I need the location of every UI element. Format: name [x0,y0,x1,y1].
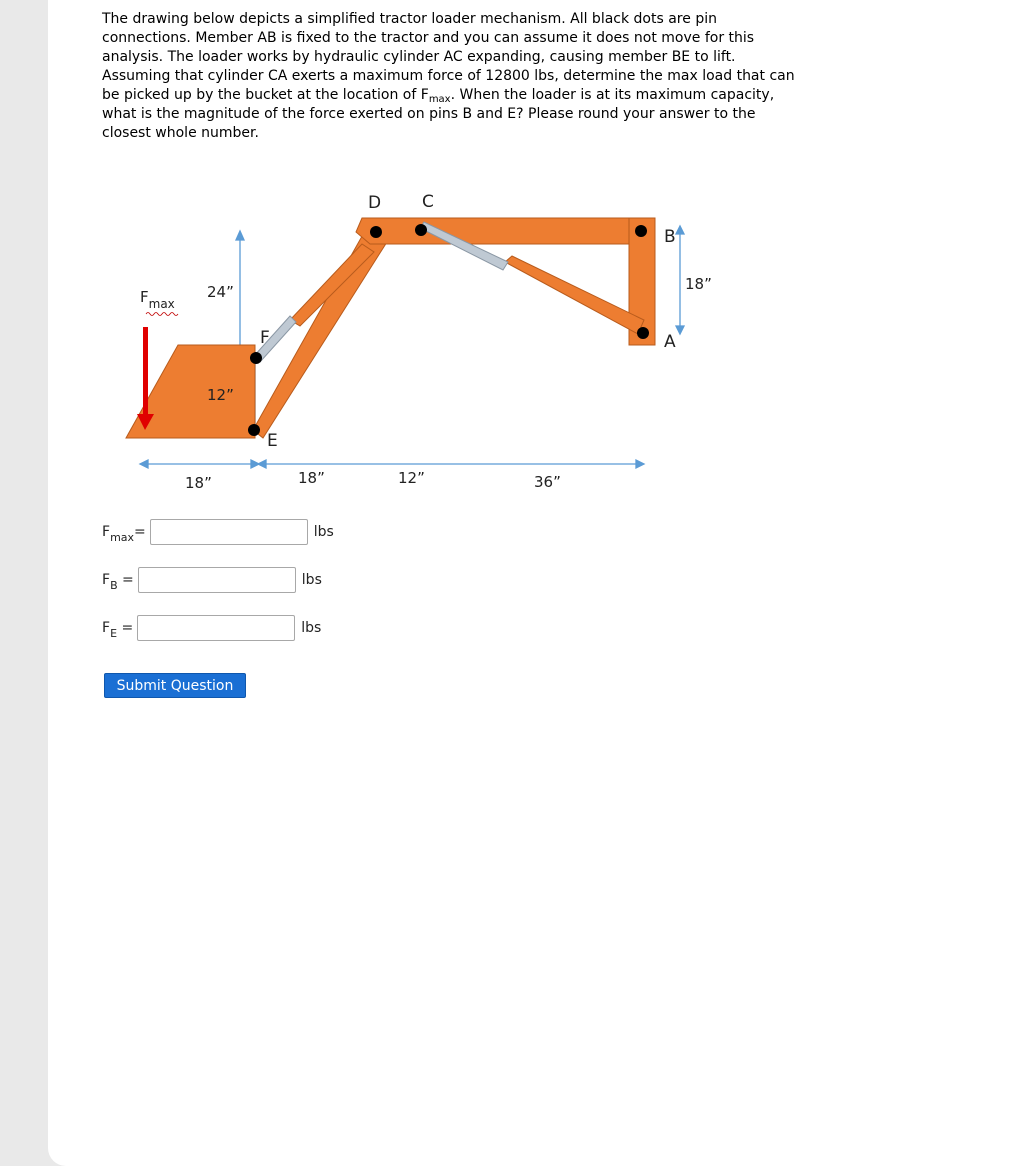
fmax-input[interactable] [150,519,308,545]
spellcheck-squiggle [146,313,178,316]
dim-h1: 18” [185,474,212,492]
fe-answer-label: $F_E$ = [102,620,134,640]
problem-text-part1: The drawing below depicts a simplified tractor loader mechanism. All black dots are pin connections. Member AB is fixed to the tractor and you can assume it does not move for this analysis. The loader works by hydraulic cylinder AC expanding, causing member BE to lift. Assuming that cylinder CA exerts a maximum force of 12800 lbs, determine the max load that can be picked up by the bucket at the location of F [102,11,795,103]
pin-label-d: D [368,193,382,213]
top-member [356,218,654,244]
dim-bucket-height: 24” [207,283,234,301]
dim-h4: 36” [534,473,561,491]
answer-row-fb [102,565,322,595]
fmax-unit: lbs [313,524,334,540]
answer-row-fe [102,613,321,643]
dim-ab-height: 18” [685,275,712,293]
pin-b [635,225,647,237]
fb-input[interactable] [138,567,296,593]
fmax-label-sub: max [148,297,175,311]
fb-answer-label: $F_B$ = [102,572,134,592]
fe-input[interactable] [137,615,295,641]
pin-label-b: B [664,227,676,247]
fmax-arrow [137,327,154,430]
pin-e [248,424,260,436]
pin-label-e: E [267,431,278,451]
dim-h3: 12” [398,469,425,487]
problem-text-part2: . When the loader is at its maximum capacity, what is the magnitude of the force exerted on pins B and E? Please round your answer to the closest whole number. [102,87,775,141]
pin-label-a: A [664,332,676,352]
fmax-label [140,288,175,311]
problem-text-sub: max [428,94,451,105]
dim-bucket-mid: 12” [207,386,234,404]
pin-a [637,327,649,339]
answer-row-fmax [102,517,334,547]
pin-c [415,224,427,236]
fb-unit: lbs [301,572,322,588]
pin-f [250,352,262,364]
dim-h2: 18” [298,469,325,487]
submit-question-button[interactable]: Submit Question [104,673,246,698]
pin-label-f: F [260,328,270,348]
pin-label-c: C [422,192,434,212]
fe-unit: lbs [301,620,322,636]
pin-d [370,226,382,238]
fmax-label-main: F [140,288,149,306]
cylinder-body [505,256,644,334]
fmax-answer-label: $F_{max}=$ [102,524,146,544]
